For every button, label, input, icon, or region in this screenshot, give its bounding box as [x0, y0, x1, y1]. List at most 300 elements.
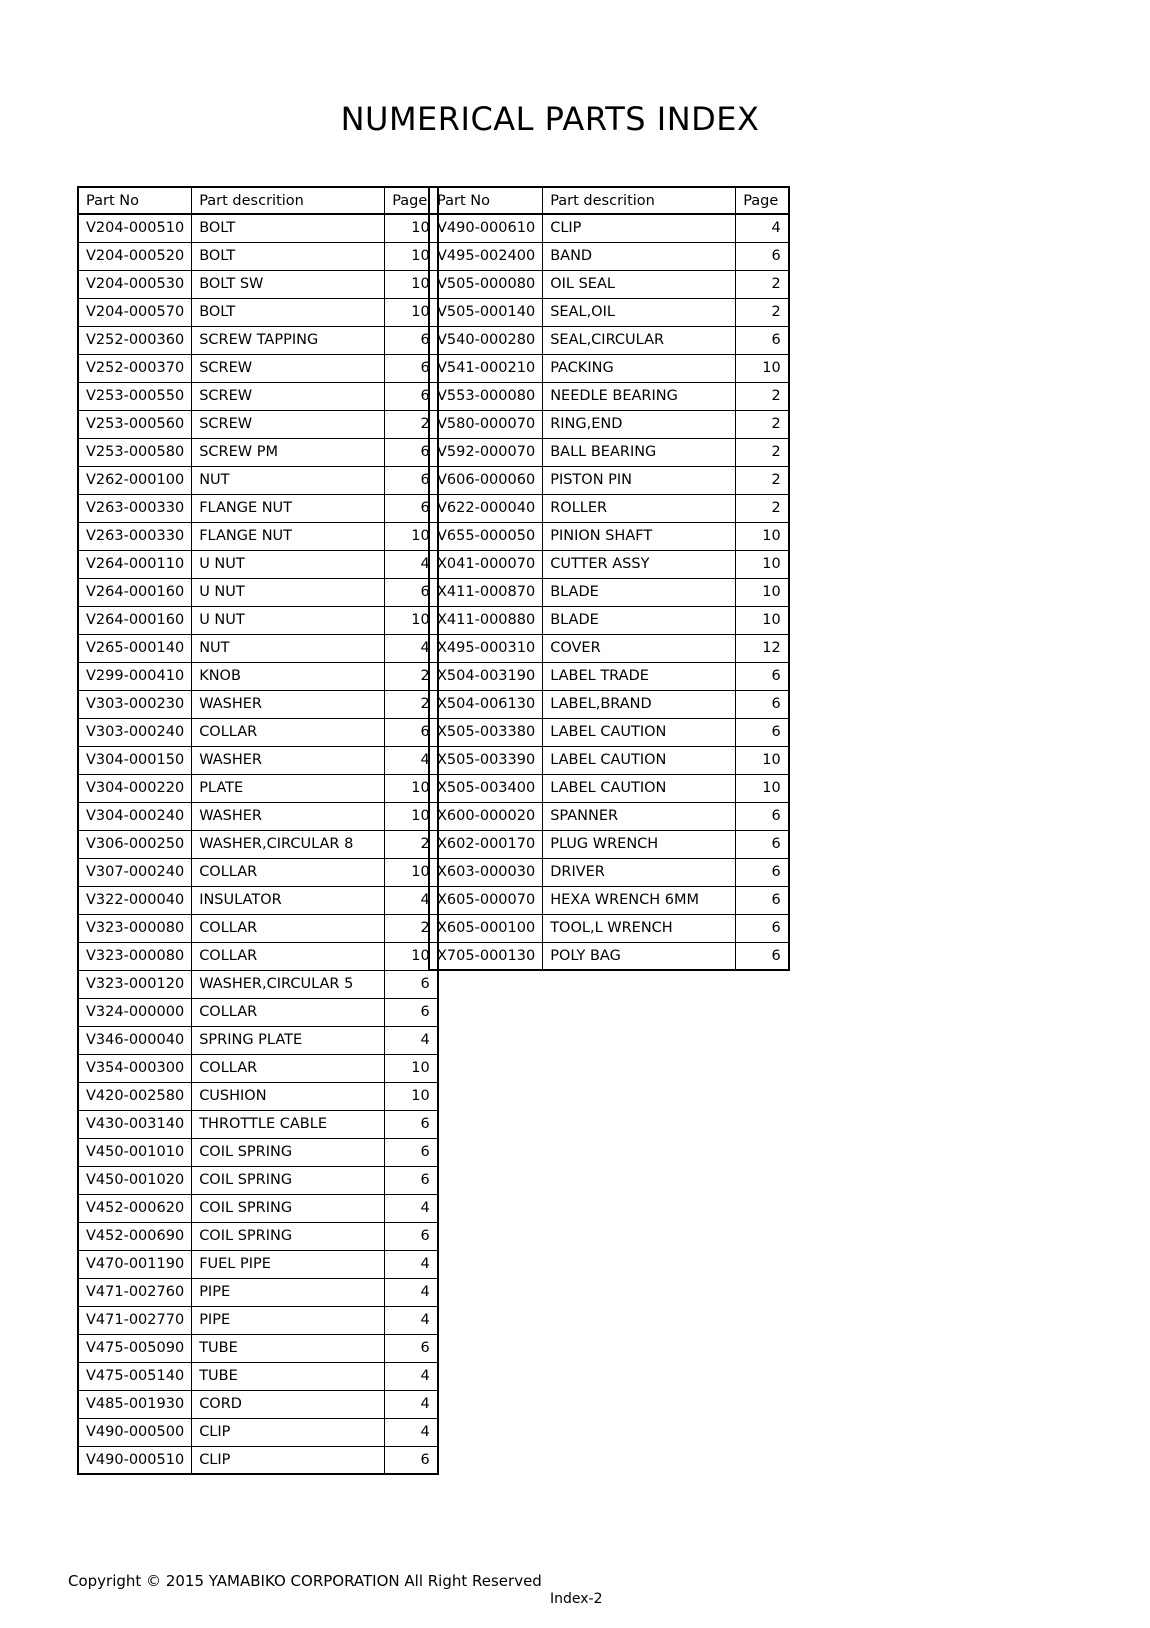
page-cell: 10 [385, 1054, 438, 1082]
part-no-cell: V324-000000 [78, 998, 192, 1026]
table-row [78, 522, 438, 550]
parts-table-left-body [78, 214, 438, 1474]
page-cell: 6 [736, 242, 789, 270]
table-row [429, 466, 789, 494]
part-no-cell: V204-000570 [78, 298, 192, 326]
part-no-cell: X602-000170 [429, 830, 543, 858]
part-no-cell: X504-006130 [429, 690, 543, 718]
part-no-cell: V253-000560 [78, 410, 192, 438]
part-description-cell: PINION SHAFT [543, 522, 736, 550]
header-part-no: Part No [429, 187, 543, 214]
part-no-cell: V475-005140 [78, 1362, 192, 1390]
part-description-cell: COLLAR [192, 858, 385, 886]
table-row [78, 1054, 438, 1082]
part-no-cell: V540-000280 [429, 326, 543, 354]
page-cell: 6 [736, 942, 789, 970]
table-row [78, 1362, 438, 1390]
table-row [429, 886, 789, 914]
table-row [78, 1250, 438, 1278]
page-cell: 6 [385, 1166, 438, 1194]
part-description-cell: TUBE [192, 1362, 385, 1390]
page-cell: 6 [385, 438, 438, 466]
part-description-cell: COVER [543, 634, 736, 662]
table-row [78, 214, 438, 242]
table-row [429, 746, 789, 774]
part-no-cell: V263-000330 [78, 522, 192, 550]
table-row [429, 242, 789, 270]
table-row [78, 1110, 438, 1138]
part-no-cell: X600-000020 [429, 802, 543, 830]
page-cell: 2 [736, 438, 789, 466]
part-description-cell: NEEDLE BEARING [543, 382, 736, 410]
part-no-cell: V204-000510 [78, 214, 192, 242]
part-description-cell: FUEL PIPE [192, 1250, 385, 1278]
table-row [78, 1026, 438, 1054]
part-no-cell: V505-000080 [429, 270, 543, 298]
table-row [429, 606, 789, 634]
part-description-cell: LABEL CAUTION [543, 774, 736, 802]
part-no-cell: V452-000690 [78, 1222, 192, 1250]
part-no-cell: V303-000240 [78, 718, 192, 746]
part-description-cell: PISTON PIN [543, 466, 736, 494]
table-row [429, 410, 789, 438]
page-cell: 2 [736, 466, 789, 494]
page-cell: 6 [736, 690, 789, 718]
part-no-cell: V304-000240 [78, 802, 192, 830]
page-cell: 4 [385, 1250, 438, 1278]
page-cell: 10 [385, 774, 438, 802]
page-cell: 2 [385, 410, 438, 438]
page-number: Index-2 [550, 1591, 603, 1607]
header-page: Page [736, 187, 789, 214]
part-description-cell: KNOB [192, 662, 385, 690]
part-no-cell: V304-000220 [78, 774, 192, 802]
table-row [78, 606, 438, 634]
page-cell: 6 [736, 802, 789, 830]
table-row [78, 326, 438, 354]
part-description-cell: BAND [543, 242, 736, 270]
part-description-cell: HEXA WRENCH 6MM [543, 886, 736, 914]
part-description-cell: BLADE [543, 578, 736, 606]
table-row [78, 354, 438, 382]
part-no-cell: V490-000500 [78, 1418, 192, 1446]
table-row [429, 438, 789, 466]
page-cell: 10 [736, 774, 789, 802]
part-no-cell: V622-000040 [429, 494, 543, 522]
page-cell: 10 [385, 606, 438, 634]
part-description-cell: TOOL,L WRENCH [543, 914, 736, 942]
table-row [78, 774, 438, 802]
table-row [78, 746, 438, 774]
part-description-cell: SCREW [192, 354, 385, 382]
table-row [78, 1334, 438, 1362]
part-description-cell: CLIP [192, 1446, 385, 1474]
table-row [78, 1138, 438, 1166]
page-cell: 2 [385, 830, 438, 858]
part-no-cell: V471-002770 [78, 1306, 192, 1334]
part-description-cell: SEAL,OIL [543, 298, 736, 326]
table-row [429, 550, 789, 578]
page-cell: 4 [385, 1194, 438, 1222]
page-cell: 6 [385, 354, 438, 382]
parts-table-right [428, 186, 790, 971]
part-no-cell: X411-000880 [429, 606, 543, 634]
page-cell: 10 [385, 802, 438, 830]
page-cell: 6 [736, 718, 789, 746]
page-cell: 10 [736, 606, 789, 634]
page-cell: 10 [385, 214, 438, 242]
part-no-cell: X505-003390 [429, 746, 543, 774]
table-row [78, 802, 438, 830]
table-row [78, 438, 438, 466]
part-description-cell: FLANGE NUT [192, 522, 385, 550]
table-row [78, 914, 438, 942]
table-row [78, 1278, 438, 1306]
table-row [78, 550, 438, 578]
part-description-cell: SPRING PLATE [192, 1026, 385, 1054]
table-row [429, 634, 789, 662]
page-cell: 6 [385, 326, 438, 354]
table-row [429, 718, 789, 746]
part-no-cell: V470-001190 [78, 1250, 192, 1278]
part-description-cell: THROTTLE CABLE [192, 1110, 385, 1138]
part-no-cell: V430-003140 [78, 1110, 192, 1138]
part-description-cell: U NUT [192, 550, 385, 578]
page-cell: 4 [385, 550, 438, 578]
table-row [78, 1082, 438, 1110]
part-description-cell: U NUT [192, 578, 385, 606]
part-no-cell: V592-000070 [429, 438, 543, 466]
table-row [78, 1222, 438, 1250]
part-no-cell: V253-000550 [78, 382, 192, 410]
page-cell: 10 [385, 858, 438, 886]
table-row [78, 886, 438, 914]
part-description-cell: RING,END [543, 410, 736, 438]
table-row [78, 998, 438, 1026]
part-no-cell: X504-003190 [429, 662, 543, 690]
part-no-cell: V346-000040 [78, 1026, 192, 1054]
part-no-cell: V262-000100 [78, 466, 192, 494]
page-cell: 10 [385, 298, 438, 326]
part-description-cell: ROLLER [543, 494, 736, 522]
page-cell: 6 [736, 858, 789, 886]
table-row [78, 858, 438, 886]
table-row [78, 466, 438, 494]
table-row [78, 382, 438, 410]
table-row [429, 662, 789, 690]
part-description-cell: LABEL TRADE [543, 662, 736, 690]
table-row [429, 914, 789, 942]
page-title: NUMERICAL PARTS INDEX [340, 100, 760, 138]
table-row [78, 298, 438, 326]
part-description-cell: LABEL CAUTION [543, 746, 736, 774]
part-no-cell: X041-000070 [429, 550, 543, 578]
page-cell: 6 [385, 578, 438, 606]
part-description-cell: PLATE [192, 774, 385, 802]
part-description-cell: INSULATOR [192, 886, 385, 914]
page-cell: 6 [736, 886, 789, 914]
page-cell: 6 [385, 998, 438, 1026]
page-cell: 6 [385, 718, 438, 746]
table-row [429, 942, 789, 970]
table-row [78, 942, 438, 970]
page-cell: 2 [385, 662, 438, 690]
table-row [429, 270, 789, 298]
table-row [78, 1446, 438, 1474]
page-cell: 4 [736, 214, 789, 242]
table-row [78, 578, 438, 606]
part-description-cell: FLANGE NUT [192, 494, 385, 522]
part-description-cell: SCREW PM [192, 438, 385, 466]
part-no-cell: V264-000160 [78, 578, 192, 606]
page-cell: 6 [385, 382, 438, 410]
page-cell: 4 [385, 634, 438, 662]
part-no-cell: V252-000360 [78, 326, 192, 354]
part-description-cell: WASHER [192, 746, 385, 774]
part-description-cell: POLY BAG [543, 942, 736, 970]
table-row [78, 1166, 438, 1194]
table-row [429, 214, 789, 242]
page-cell: 2 [385, 914, 438, 942]
part-no-cell: V471-002760 [78, 1278, 192, 1306]
part-no-cell: X411-000870 [429, 578, 543, 606]
page-cell: 2 [736, 410, 789, 438]
page-cell: 12 [736, 634, 789, 662]
page-cell: 2 [736, 270, 789, 298]
page-cell: 4 [385, 886, 438, 914]
page-cell: 10 [736, 578, 789, 606]
part-description-cell: LABEL CAUTION [543, 718, 736, 746]
header-part-description: Part descrition [543, 187, 736, 214]
part-description-cell: WASHER,CIRCULAR 8 [192, 830, 385, 858]
page-cell: 2 [736, 494, 789, 522]
part-no-cell: X605-000100 [429, 914, 543, 942]
part-no-cell: V307-000240 [78, 858, 192, 886]
table-row [78, 410, 438, 438]
page-cell: 10 [736, 522, 789, 550]
part-no-cell: V306-000250 [78, 830, 192, 858]
part-no-cell: V204-000530 [78, 270, 192, 298]
table-row [429, 522, 789, 550]
part-no-cell: V580-000070 [429, 410, 543, 438]
part-description-cell: BALL BEARING [543, 438, 736, 466]
page-cell: 4 [385, 1418, 438, 1446]
table-row [429, 774, 789, 802]
page-cell: 4 [385, 746, 438, 774]
part-no-cell: V606-000060 [429, 466, 543, 494]
table-header-row [78, 187, 438, 214]
page-cell: 4 [385, 1026, 438, 1054]
part-no-cell: V264-000110 [78, 550, 192, 578]
part-description-cell: COLLAR [192, 914, 385, 942]
part-description-cell: U NUT [192, 606, 385, 634]
part-no-cell: V204-000520 [78, 242, 192, 270]
part-description-cell: SCREW TAPPING [192, 326, 385, 354]
part-no-cell: V495-002400 [429, 242, 543, 270]
part-no-cell: V450-001020 [78, 1166, 192, 1194]
part-no-cell: V655-000050 [429, 522, 543, 550]
part-description-cell: BLADE [543, 606, 736, 634]
table-row [78, 690, 438, 718]
part-description-cell: PIPE [192, 1306, 385, 1334]
page-cell: 6 [385, 1446, 438, 1474]
part-no-cell: V304-000150 [78, 746, 192, 774]
page-cell: 6 [736, 914, 789, 942]
header-page: Page [385, 187, 438, 214]
table-row [78, 718, 438, 746]
table-row [429, 382, 789, 410]
part-description-cell: WASHER,CIRCULAR 5 [192, 970, 385, 998]
table-row [78, 270, 438, 298]
parts-table-left [77, 186, 439, 1475]
part-description-cell: DRIVER [543, 858, 736, 886]
page-cell: 6 [385, 1138, 438, 1166]
part-no-cell: V505-000140 [429, 298, 543, 326]
part-no-cell: X605-000070 [429, 886, 543, 914]
part-description-cell: CUTTER ASSY [543, 550, 736, 578]
table-row [78, 634, 438, 662]
page-cell: 6 [736, 326, 789, 354]
table-row [429, 802, 789, 830]
table-row [78, 1390, 438, 1418]
page-cell: 2 [736, 382, 789, 410]
part-description-cell: OIL SEAL [543, 270, 736, 298]
part-no-cell: X603-000030 [429, 858, 543, 886]
part-no-cell: V253-000580 [78, 438, 192, 466]
part-description-cell: CLIP [543, 214, 736, 242]
part-description-cell: WASHER [192, 690, 385, 718]
table-row [78, 494, 438, 522]
page-cell: 6 [385, 1222, 438, 1250]
part-no-cell: V450-001010 [78, 1138, 192, 1166]
part-description-cell: COIL SPRING [192, 1194, 385, 1222]
table-row [78, 830, 438, 858]
part-no-cell: V490-000610 [429, 214, 543, 242]
part-no-cell: V265-000140 [78, 634, 192, 662]
part-description-cell: TUBE [192, 1334, 385, 1362]
page-cell: 6 [736, 830, 789, 858]
part-description-cell: BOLT [192, 242, 385, 270]
table-row [78, 1194, 438, 1222]
part-description-cell: CLIP [192, 1418, 385, 1446]
page-cell: 6 [385, 970, 438, 998]
table-row [429, 578, 789, 606]
part-description-cell: BOLT [192, 214, 385, 242]
part-description-cell: SPANNER [543, 802, 736, 830]
part-description-cell: SCREW [192, 382, 385, 410]
parts-table-right-body [429, 214, 789, 970]
page-cell: 10 [385, 242, 438, 270]
page-cell: 2 [385, 690, 438, 718]
table-row [429, 298, 789, 326]
part-description-cell: NUT [192, 634, 385, 662]
part-description-cell: NUT [192, 466, 385, 494]
table-row [429, 354, 789, 382]
page-cell: 10 [385, 1082, 438, 1110]
page-cell: 6 [385, 1334, 438, 1362]
table-row [78, 242, 438, 270]
page-cell: 4 [385, 1306, 438, 1334]
part-description-cell: COIL SPRING [192, 1138, 385, 1166]
part-no-cell: V263-000330 [78, 494, 192, 522]
part-description-cell: COLLAR [192, 718, 385, 746]
part-description-cell: PLUG WRENCH [543, 830, 736, 858]
part-description-cell: BOLT [192, 298, 385, 326]
part-no-cell: X495-000310 [429, 634, 543, 662]
part-description-cell: COLLAR [192, 998, 385, 1026]
part-no-cell: V299-000410 [78, 662, 192, 690]
part-no-cell: V475-005090 [78, 1334, 192, 1362]
part-description-cell: LABEL,BRAND [543, 690, 736, 718]
page-cell: 4 [385, 1362, 438, 1390]
page-cell: 10 [736, 550, 789, 578]
part-no-cell: V322-000040 [78, 886, 192, 914]
part-description-cell: PIPE [192, 1278, 385, 1306]
part-description-cell: WASHER [192, 802, 385, 830]
part-no-cell: X505-003400 [429, 774, 543, 802]
copyright-notice: Copyright © 2015 YAMABIKO CORPORATION All Right Reserved [68, 1572, 542, 1590]
part-no-cell: V452-000620 [78, 1194, 192, 1222]
part-no-cell: V485-001930 [78, 1390, 192, 1418]
header-part-no: Part No [78, 187, 192, 214]
part-no-cell: V252-000370 [78, 354, 192, 382]
part-description-cell: COIL SPRING [192, 1222, 385, 1250]
page-cell: 6 [385, 494, 438, 522]
table-row [78, 662, 438, 690]
part-description-cell: CORD [192, 1390, 385, 1418]
page-cell: 10 [736, 746, 789, 774]
part-no-cell: V323-000080 [78, 942, 192, 970]
table-row [78, 1306, 438, 1334]
header-part-description: Part descrition [192, 187, 385, 214]
part-description-cell: BOLT SW [192, 270, 385, 298]
part-no-cell: V303-000230 [78, 690, 192, 718]
part-no-cell: V264-000160 [78, 606, 192, 634]
page-cell: 10 [736, 354, 789, 382]
part-no-cell: V541-000210 [429, 354, 543, 382]
table-row [78, 970, 438, 998]
table-header-row [429, 187, 789, 214]
part-no-cell: V323-000080 [78, 914, 192, 942]
page-cell: 4 [385, 1278, 438, 1306]
part-description-cell: COIL SPRING [192, 1166, 385, 1194]
table-row [429, 326, 789, 354]
page-cell: 6 [385, 1110, 438, 1138]
table-row [429, 830, 789, 858]
part-description-cell: PACKING [543, 354, 736, 382]
page-cell: 6 [736, 662, 789, 690]
part-no-cell: V354-000300 [78, 1054, 192, 1082]
page-cell: 6 [385, 466, 438, 494]
part-no-cell: X505-003380 [429, 718, 543, 746]
part-no-cell: V490-000510 [78, 1446, 192, 1474]
table-row [429, 690, 789, 718]
part-description-cell: COLLAR [192, 942, 385, 970]
part-description-cell: SEAL,CIRCULAR [543, 326, 736, 354]
page-cell: 10 [385, 522, 438, 550]
table-row [78, 1418, 438, 1446]
table-row [429, 494, 789, 522]
page-cell: 10 [385, 270, 438, 298]
page-cell: 2 [736, 298, 789, 326]
part-no-cell: V420-002580 [78, 1082, 192, 1110]
part-description-cell: SCREW [192, 410, 385, 438]
page-cell: 10 [385, 942, 438, 970]
part-no-cell: V553-000080 [429, 382, 543, 410]
part-no-cell: X705-000130 [429, 942, 543, 970]
page-cell: 4 [385, 1390, 438, 1418]
part-description-cell: COLLAR [192, 1054, 385, 1082]
